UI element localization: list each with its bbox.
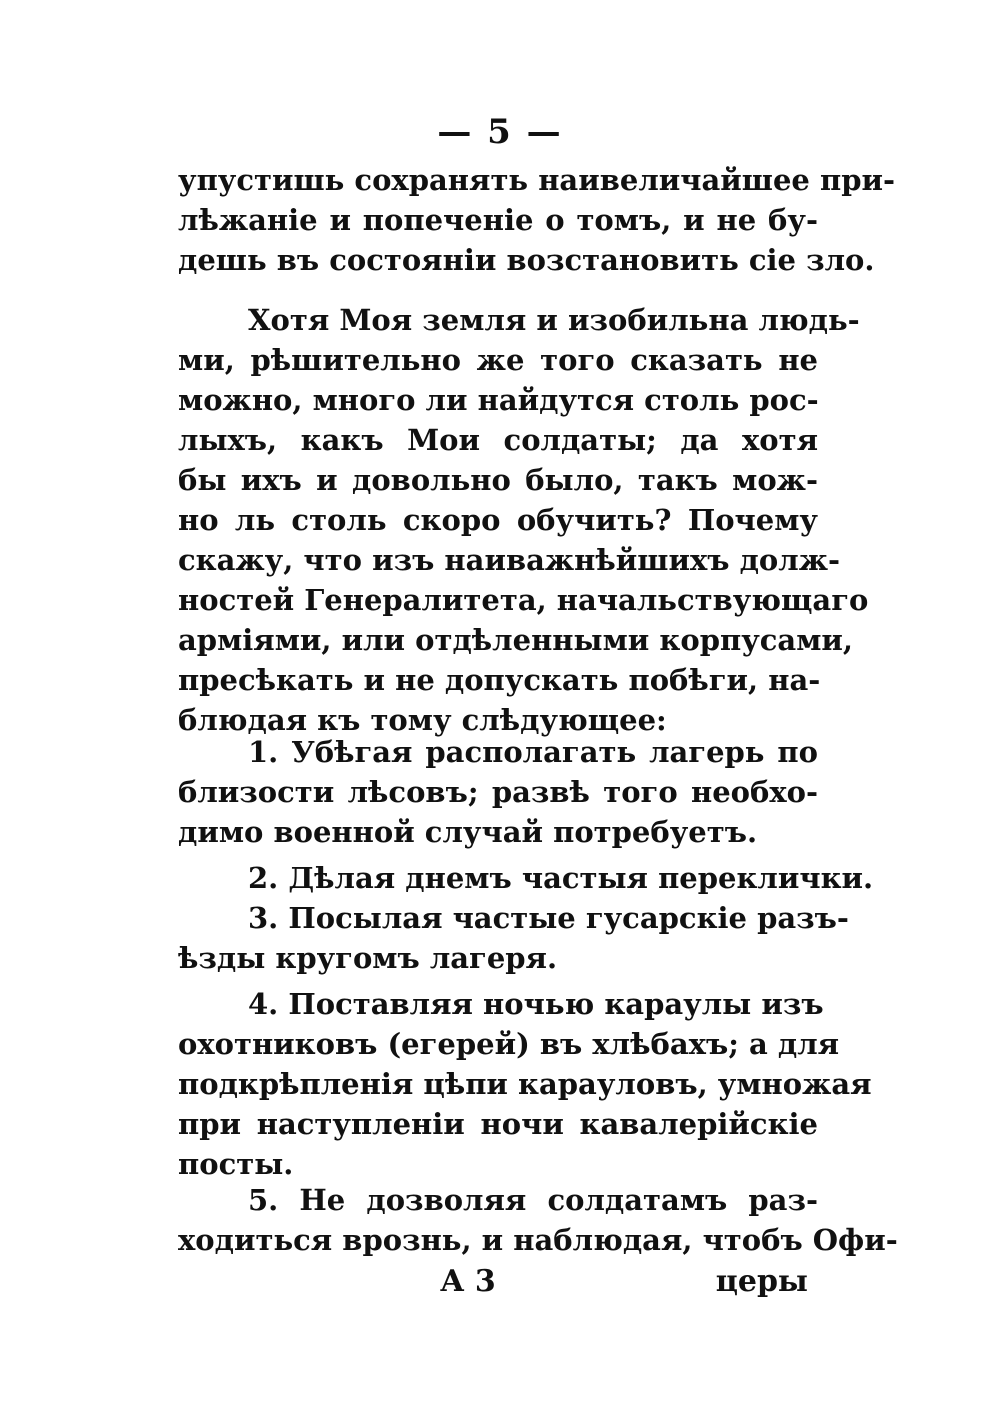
text-line: Хотя Моя земля и изобильна людь-: [248, 303, 860, 337]
text-line: скажу, что изъ наиважнѣйшихъ долж-: [178, 543, 841, 577]
signature-mark: А 3: [440, 1264, 496, 1299]
list-item-1: [178, 732, 818, 852]
paragraph-continuation: [178, 160, 896, 280]
text-line: посты.: [178, 1147, 294, 1181]
text-line: 5. Не дозволяя солдатамъ раз-: [248, 1183, 818, 1217]
text-line: 2. Дѣлая днемъ частыя переклички.: [248, 861, 874, 895]
text-line: ми, рѣшительно же того сказать не: [178, 343, 818, 377]
text-line: 1. Убѣгая располагать лагерь по: [248, 735, 818, 769]
page-footer: [178, 1252, 818, 1312]
text-line: ѣзды кругомъ лагеря.: [178, 941, 558, 975]
text-line: подкрѣпленія цѣпи карауловъ, умножая: [178, 1067, 872, 1101]
text-line: пресѣкать и не допускать побѣги, на-: [178, 663, 821, 697]
text-line: дешь въ состояніи возстановить сіе зло.: [178, 243, 875, 277]
text-line: 4. Поставляя ночью караулы изъ: [248, 987, 824, 1021]
text-line: арміями, или отдѣленными корпусами,: [178, 623, 854, 657]
list-item-5: [178, 1180, 898, 1260]
text-line: 3. Посылая частые гусарскіе разъ-: [248, 901, 849, 935]
text-line: но ль столь скоро обучить? Почему: [178, 503, 818, 537]
text-line: бы ихъ и довольно было, такъ мож-: [178, 463, 818, 497]
text-line: ходиться врознь, и наблюдая, чтобъ Офи-: [178, 1223, 898, 1257]
text-line: блюдая къ тому слѣдующее:: [178, 703, 667, 737]
text-line: близости лѣсовъ; развѣ того необхо-: [178, 775, 818, 809]
page-number: — 5 —: [437, 112, 563, 152]
text-line: охотниковъ (егерей) въ хлѣбахъ; а для: [178, 1027, 840, 1061]
text-line: ностей Генералитета, начальствующаго: [178, 583, 869, 617]
list-item-2: [178, 858, 874, 898]
text-line: лыхъ, какъ Мои солдаты; да хотя: [178, 423, 818, 457]
paragraph-main: [178, 300, 869, 740]
list-item-3: [178, 898, 849, 978]
text-line: при наступленіи ночи кавалерійскіе: [178, 1107, 818, 1141]
text-line: димо военной случай потребуетъ.: [178, 815, 758, 849]
text-line: лѣжаніе и попеченіе о томъ, и не бу-: [178, 203, 818, 237]
text-line: можно, много ли найдутся столь рос-: [178, 383, 819, 417]
list-item-4: [178, 984, 872, 1184]
catchword: церы: [715, 1264, 808, 1299]
text-line: упустишь сохранять наивеличайшее при-: [178, 163, 896, 197]
